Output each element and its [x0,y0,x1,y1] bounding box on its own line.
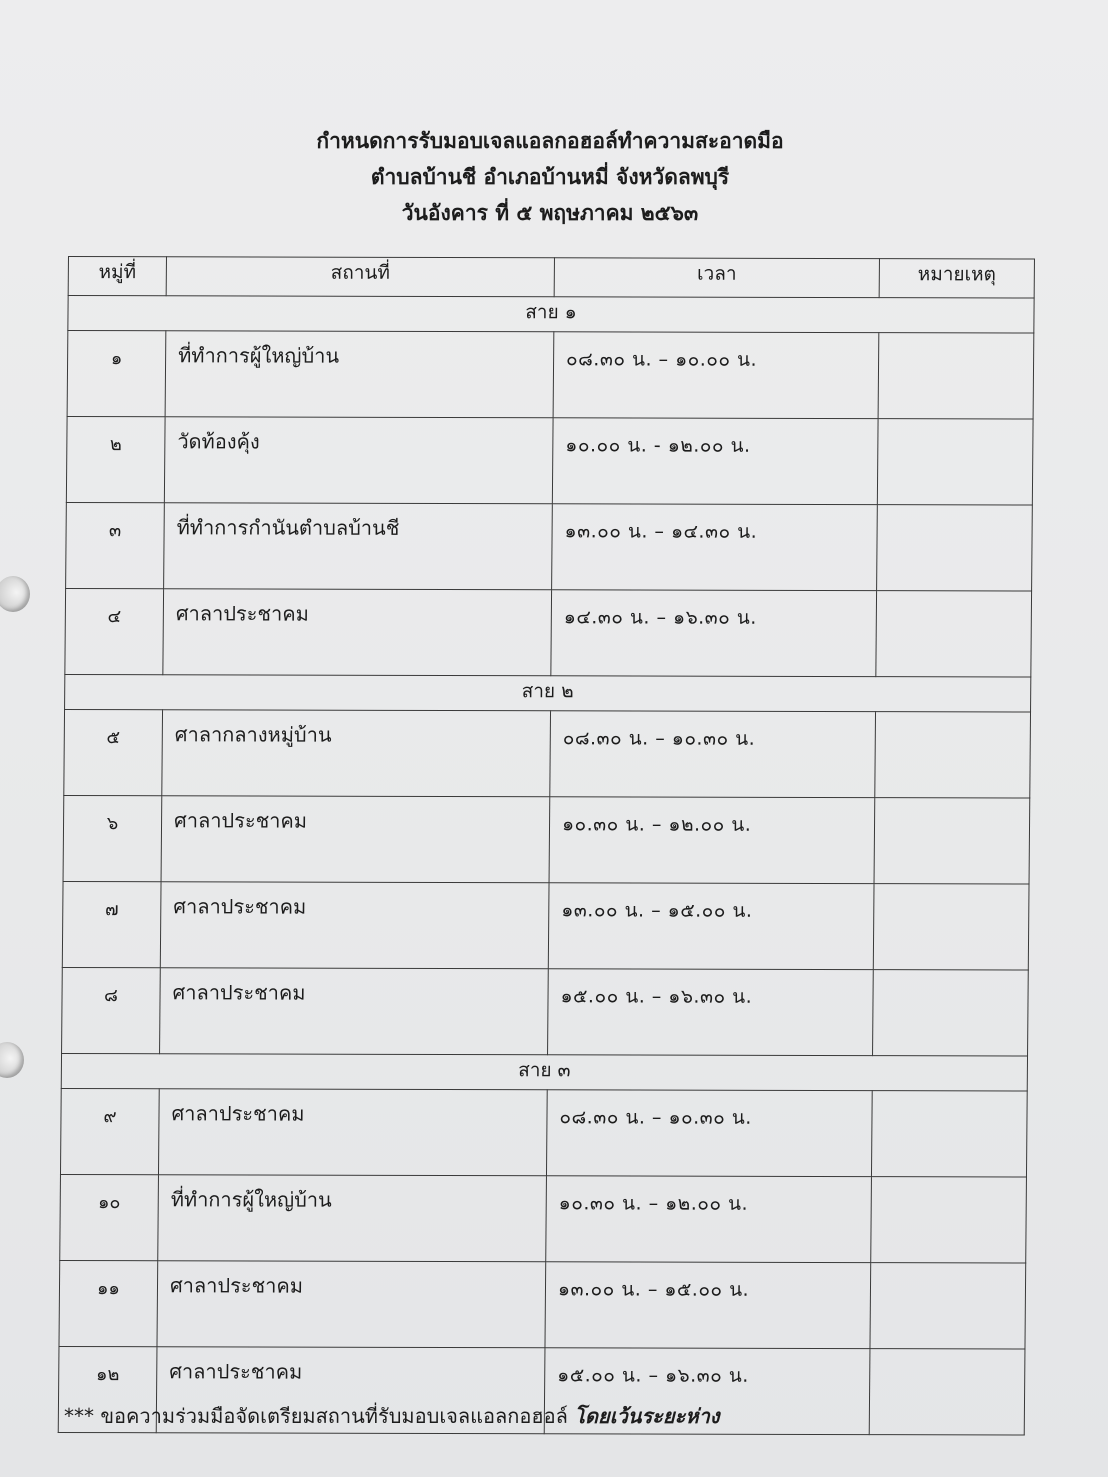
time-cell: ๑๓.๐๐ น. – ๑๕.๐๐ น. [545,1262,871,1349]
table-row [65,589,1032,678]
footer-note-emphasis: โดยเว้นระยะห่าง [574,1404,720,1428]
village-no-cell: ๑๒ [58,1346,157,1432]
table-row [66,503,1033,592]
note-cell [870,1263,1026,1349]
table-row [60,1174,1027,1263]
route-label: สาย ๓ [61,1053,1027,1091]
note-cell [871,1177,1027,1263]
route-row [61,1053,1027,1091]
punch-hole [0,1042,24,1078]
village-no-cell: ๗ [62,881,161,967]
village-no-cell: ๕ [64,709,163,795]
route-label: สาย ๒ [65,674,1031,712]
note-cell [878,333,1034,419]
place-cell: ที่ทำการผู้ใหญ่บ้าน [158,1175,547,1262]
table-row [66,417,1033,506]
place-cell: ศาลาประชาคม [157,1261,546,1348]
route-row [68,296,1034,334]
time-cell: ๐๘.๓๐ น. – ๑๐.๓๐ น. [550,711,876,798]
route-label: สาย ๑ [68,296,1034,334]
header-village-no: หมู่ที่ [68,257,166,296]
time-cell: ๑๓.๐๐ น. – ๑๔.๓๐ น. [552,504,878,591]
footer-note [64,1400,720,1432]
table-row [67,331,1034,420]
village-no-cell: ๒ [66,417,165,503]
header-time: เวลา [554,258,879,298]
schedule-body [58,296,1034,1436]
time-cell: ๑๔.๓๐ น. – ๑๖.๓๐ น. [551,590,877,677]
place-cell: วัดท้องคุ้ง [164,417,553,504]
note-cell [876,591,1032,677]
village-no-cell: ๖ [63,795,162,881]
place-cell: ศาลาประชาคม [161,796,550,883]
table-row [64,709,1031,798]
place-cell: ศาลาประชาคม [158,1089,547,1176]
time-cell: ๐๘.๓๐ น. – ๑๐.๐๐ น. [553,332,879,419]
village-no-cell: ๙ [60,1088,159,1174]
place-cell: ศาลาประชาคม [160,882,549,969]
table-row [60,1088,1027,1177]
header-note: หมายเหตุ [879,259,1034,298]
punch-hole [0,576,30,612]
table-row [62,967,1029,1056]
village-no-cell: ๓ [66,503,165,589]
time-cell: ๐๘.๓๐ น. – ๑๐.๓๐ น. [546,1090,872,1177]
note-cell [877,419,1033,505]
footer-note-text: *** ขอความร่วมมือจัดเตรียมสถานที่รับมอบเจลแอลกอฮอล์ [64,1404,568,1428]
time-cell: ๑๐.๓๐ น. – ๑๒.๐๐ น. [546,1176,872,1263]
village-no-cell: ๑๑ [59,1260,158,1346]
place-cell: ศาลาประชาคม [160,968,549,1055]
time-cell: ๑๐.๓๐ น. – ๑๒.๐๐ น. [549,797,875,884]
table-header-row [68,257,1034,299]
document-subtitle-location: ตำบลบ้านชี อำเภอบ้านหมี่ จังหวัดลพบุรี [370,165,730,189]
note-cell [873,884,1029,970]
document-subtitle-date: วันอังคาร ที่ ๕ พฤษภาคม ๒๕๖๓ [401,201,699,225]
time-cell: ๑๐.๐๐ น. - ๑๒.๐๐ น. [552,418,878,505]
place-cell: ศาลาประชาคม [156,1347,545,1434]
village-no-cell: ๑ [67,331,166,417]
table-row [63,795,1030,884]
note-cell [877,505,1033,591]
note-cell [869,1349,1025,1435]
time-cell: ๑๓.๐๐ น. – ๑๕.๐๐ น. [548,883,874,970]
header-place: สถานที่ [166,257,554,297]
route-row [65,674,1031,712]
note-cell [874,798,1030,884]
time-cell: ๑๕.๐๐ น. – ๑๖.๓๐ น. [548,969,874,1056]
time-cell: ๑๕.๐๐ น. – ๑๖.๓๐ น. [544,1348,870,1435]
place-cell: ศาลาประชาคม [163,589,552,676]
schedule-table [58,256,1035,1436]
table-row [59,1260,1026,1349]
place-cell: ที่ทำการผู้ใหญ่บ้าน [165,331,554,418]
note-cell [873,970,1029,1056]
note-cell [871,1091,1027,1177]
table-row [62,881,1029,970]
village-no-cell: ๔ [65,589,164,675]
place-cell: ที่ทำการกำนันตำบลบ้านชี [164,503,553,590]
village-no-cell: ๑๐ [60,1174,159,1260]
note-cell [875,712,1031,798]
village-no-cell: ๘ [62,967,161,1053]
place-cell: ศาลากลางหมู่บ้าน [162,710,551,797]
document-title: กำหนดการรับมอบเจลแอลกอฮอล์ทำความสะอาดมือ [316,129,784,153]
